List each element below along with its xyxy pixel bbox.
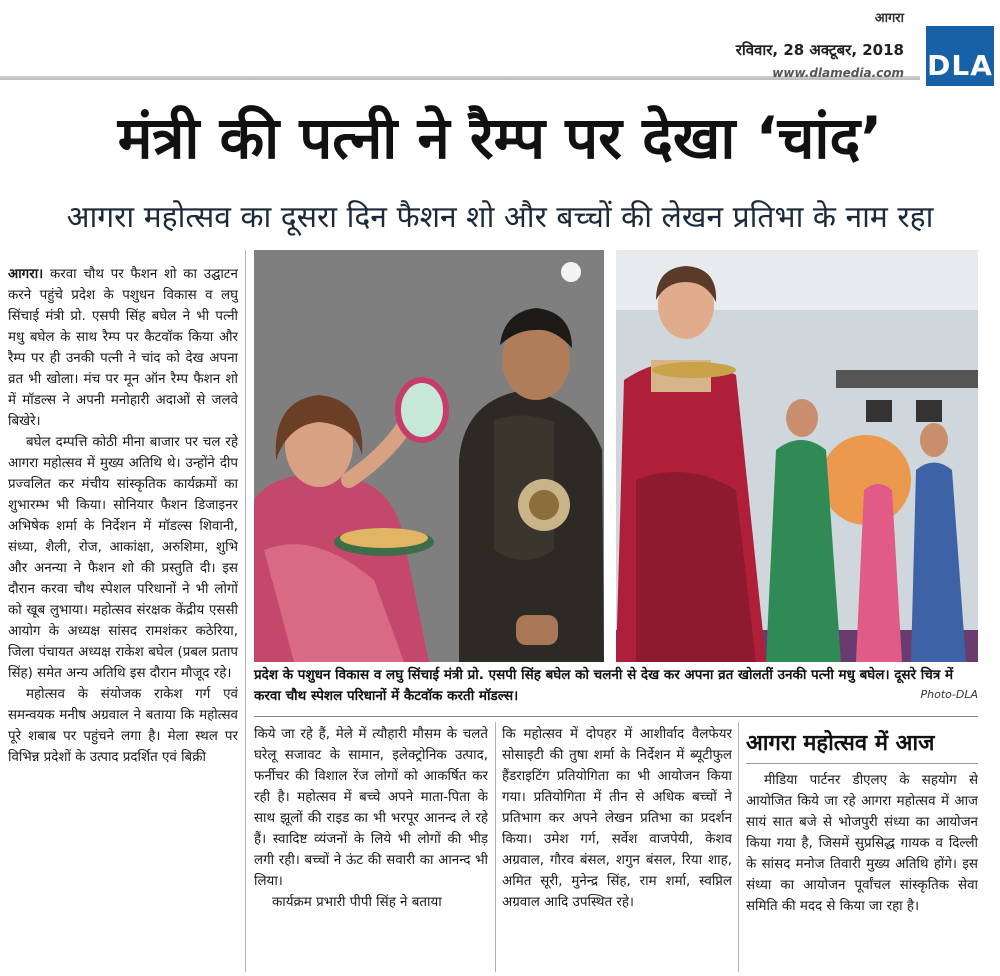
- article-paragraph: बघेल दम्पत्ति कोठी मीना बाजार पर चल रहे आगरा महोत्सव में मुख्य अतिथि थे। उन्होंने दीप प्रज्वलित कर मंचीय सांस्कृतिक कार्यक्रमों का शुभारम्भ भी किया। सोनियार फैशन डिजाइनर अभिषेक शर्मा के निर्देशन में मॉडल्स शिवानी, संध्या, शैली, रोज, आकांक्षा, अरुशिमा, शुभि और अनन्या ने फैशन शो की प्रस्तुति दी। इस दौरान करवा चौथ स्पेशल परिधानों ने भी लोगों को खूब लुभाया। महोत्सव संरक्षक केंद्रीय एससी आयोग के अध्यक्ष सांसद रामशंकर कठेरिया, जिला पंचायत अध्यक्ष राकेश बघेल (प्रबल प्रताप सिंह) समेत अन्य अतिथि इस दौरान मौजूद रहे।: [8, 435, 238, 681]
- column-rule: [738, 722, 739, 972]
- headline: मंत्री की पत्नी ने रैम्प पर देखा ‘चांद’: [117, 104, 883, 172]
- article-paragraph: कि महोत्सव में दोपहर में आशीर्वाद वैलफेयर सोसाइटी की तुषा शर्मा के निर्देशन में ब्यूटीफुल हैंडराइटिंग प्रतियोगिता का भी आयोजन किया गया। प्रतियोगिता में तीन से अधिक बच्चों ने प्रतिभाग कर अपने लेखन प्रतिभा का प्रदर्शन किया। उमेश गर्ग, सर्वेश वाजपेयी, केशव अग्रवाल, गौरव बंसल, शगुन बंसल, रिया शाह, अमित सूरी, मुनेन्द्र सिंह, राम शर्मा, स्वप्निल अग्रवाल आदि उपस्थित रहे।: [502, 727, 732, 910]
- photo-models-catwalk: [616, 250, 978, 662]
- photo-models-catwalk-art: [616, 250, 978, 662]
- dla-logo: DLA: [926, 26, 994, 86]
- edition-city: आगरा: [874, 11, 904, 26]
- photo-caption: प्रदेश के पशुधन विकास व लघु सिंचाई मंत्री प्रो. एसपी सिंह बघेल को चलनी से देख कर अपना व्रत खोलतीं उनकी पत्नी मधु बघेल। दूसरे चित्र में करवा चौथ स्पेशल परिधानों में कैटवॉक करती मॉडल्स।: [254, 667, 954, 704]
- subheadline: आगरा महोत्सव का दूसरा दिन फैशन शो और बच्चों की लेखन प्रतिभा के नाम रहा: [66, 200, 934, 235]
- article-paragraph: महोत्सव के संयोजक राकेश गर्ग एवं समन्वयक मनीष अग्रवाल ने बताया कि महोत्सव पूरे शबाब पर पहुंचने लगा है। मेला स्थल पर विभिन्न प्रदेशों के उत्पाद प्रदर्शित एवं बिक्री: [8, 687, 238, 765]
- column-rule: [495, 722, 496, 972]
- edition-date: रविवार, 28 अक्टूबर, 2018: [735, 41, 904, 59]
- photo-minister-couple: [254, 250, 604, 662]
- website-url[interactable]: www.dlamedia.com: [772, 66, 904, 80]
- article-column-3: [502, 724, 732, 976]
- photo-minister-couple-art: [254, 250, 604, 662]
- article-paragraph: किये जा रहे हैं, मेले में त्यौहारी मौसम के चलते घरेलू सजावट के सामान, इलेक्ट्रोनिक उत्पाद, फर्नीचर की विशाल रेंज लोगों को आकर्षित कर रही है। महोत्सव में बच्चे अपने माता-पिता के साथ झूलों की राइड का भी भरपूर आनन्द ले रहे हैं। स्वादिष्ट व्यंजनों के लिये भी लोगों की भीड़ लगी रही। बच्चों ने ऊंट की सवारी का आनन्द भी लिया।: [254, 727, 488, 889]
- sidebar-paragraph: मीडिया पार्टनर डीएलए के सहयोग से आयोजित किये जा रहे आगरा महोत्सव में आज सायं सात बजे से भोजपुरी संध्या का आयोजन किया गया है, जिसमें सुप्रसिद्ध गायक व दिल्ली के सांसद मनोज तिवारी मुख्य अतिथि होंगे। इस संध्या का आयोजन पूर्वांचल सांस्कृतिक सेवा समिति की मदद से किया जा रहा है।: [746, 773, 978, 914]
- article-column-2: [254, 724, 488, 976]
- dateline: आगरा।: [8, 267, 44, 282]
- article-paragraph: आगरा। करवा चौथ पर फैशन शो का उद्घाटन करने पहुंचे प्रदेश के पशुधन विकास व लघु सिंचाई मंत्री प्रो. एसपी सिंह बघेल ने भी पत्नी मधु बघेल के साथ रैम्प पर कैटवॉक किया और रैम्प पर ही उनकी पत्नी ने चांद को देख अपना व्रत भी खोला। मंच पर मून ऑन रैम्प फैशन शो में मॉडल्स ने अपनी मनोहारी अदाओं से जलवे बिखेरे।: [8, 267, 238, 429]
- article-column-1: [8, 264, 238, 974]
- column-rule: [245, 250, 246, 972]
- sidebar-title: आगरा महोत्सव में आज: [746, 727, 978, 764]
- sidebar-body: [746, 770, 978, 976]
- article-paragraph: कार्यक्रम प्रभारी पीपी सिंह ने बताया: [272, 895, 442, 910]
- photo-credit: Photo-DLA: [920, 688, 978, 701]
- caption-rule: [254, 716, 978, 717]
